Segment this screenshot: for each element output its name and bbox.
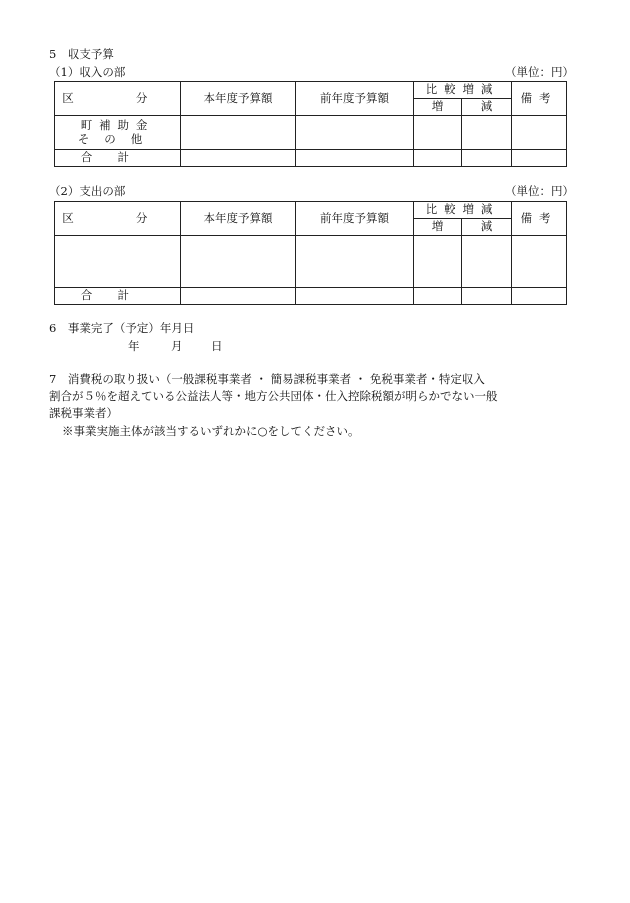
section-7-line-3: 課税事業者） xyxy=(49,406,118,420)
income-total-remarks-cell[interactable] xyxy=(512,150,567,167)
income-subheading: （1）収入の部 xyxy=(49,65,126,79)
income-header-category: 区 分 xyxy=(55,82,181,116)
income-total-decrease-cell[interactable] xyxy=(462,150,512,167)
expense-subheading: （2）支出の部 xyxy=(49,184,126,198)
expense-header-comparison: 比較増減 xyxy=(414,202,512,219)
section-5-heading: 5 収支予算 xyxy=(49,47,114,61)
income-row-category xyxy=(55,116,181,150)
income-row-decrease-cell[interactable] xyxy=(462,116,512,150)
income-row-category-line-2: その他 xyxy=(77,131,158,146)
expense-unit-label: （単位：円） xyxy=(505,184,574,198)
expense-header-increase: 増 xyxy=(414,219,462,236)
expense-total-remarks-cell[interactable] xyxy=(512,288,567,305)
income-header-previous-year: 前年度予算額 xyxy=(296,82,414,116)
income-total-current-year-cell[interactable] xyxy=(181,150,296,167)
income-header-current-year: 本年度予算額 xyxy=(181,82,296,116)
income-total-increase-cell[interactable] xyxy=(414,150,462,167)
expense-total-previous-year-cell[interactable] xyxy=(296,288,414,305)
income-header-increase: 増 xyxy=(414,99,462,116)
section-7-line-2: 割合が５％を超えている公益法人等・地方公共団体・仕入控除税額が明らかでない一般 xyxy=(49,389,498,403)
income-budget-table xyxy=(54,81,567,167)
income-row-previous-year-cell[interactable] xyxy=(296,116,414,150)
expense-total-decrease-cell[interactable] xyxy=(462,288,512,305)
income-header-comparison: 比較増減 xyxy=(414,82,512,99)
income-row-remarks-cell[interactable] xyxy=(512,116,567,150)
expense-row-category-cell[interactable] xyxy=(55,236,181,288)
income-row-increase-cell[interactable] xyxy=(414,116,462,150)
completion-date-year-label: 年 xyxy=(128,339,140,353)
expense-total-current-year-cell[interactable] xyxy=(181,288,296,305)
income-total-label: 合計 xyxy=(55,150,181,167)
expense-header-current-year: 本年度予算額 xyxy=(181,202,296,236)
expense-header-decrease: 減 xyxy=(462,219,512,236)
income-unit-label: （単位：円） xyxy=(505,65,574,79)
expense-row-current-year-cell[interactable] xyxy=(181,236,296,288)
expense-row-previous-year-cell[interactable] xyxy=(296,236,414,288)
expense-header-category: 区 分 xyxy=(55,202,181,236)
expense-header-previous-year: 前年度予算額 xyxy=(296,202,414,236)
income-row-current-year-cell[interactable] xyxy=(181,116,296,150)
expense-total-label: 合計 xyxy=(55,288,181,305)
income-header-decrease: 減 xyxy=(462,99,512,116)
completion-date-month-label: 月 xyxy=(171,339,183,353)
income-total-previous-year-cell[interactable] xyxy=(296,150,414,167)
income-row-category-line-1: 町補助金 xyxy=(80,117,155,132)
section-6-heading: 6 事業完了（予定）年月日 xyxy=(49,321,195,335)
expense-row-decrease-cell[interactable] xyxy=(462,236,512,288)
expense-row-increase-cell[interactable] xyxy=(414,236,462,288)
income-header-remarks: 備考 xyxy=(512,82,567,116)
completion-date-day-label: 日 xyxy=(211,339,223,353)
section-7-line-1: 7 消費税の取り扱い（一般課税事業者 ・ 簡易課税事業者 ・ 免税事業者・特定収入 xyxy=(49,372,485,386)
expense-row-remarks-cell[interactable] xyxy=(512,236,567,288)
expense-header-remarks: 備考 xyxy=(512,202,567,236)
expense-budget-table xyxy=(54,201,567,305)
expense-total-increase-cell[interactable] xyxy=(414,288,462,305)
section-7-note: ※事業実施主体が該当するいずれかに○をしてください。 xyxy=(62,424,360,438)
